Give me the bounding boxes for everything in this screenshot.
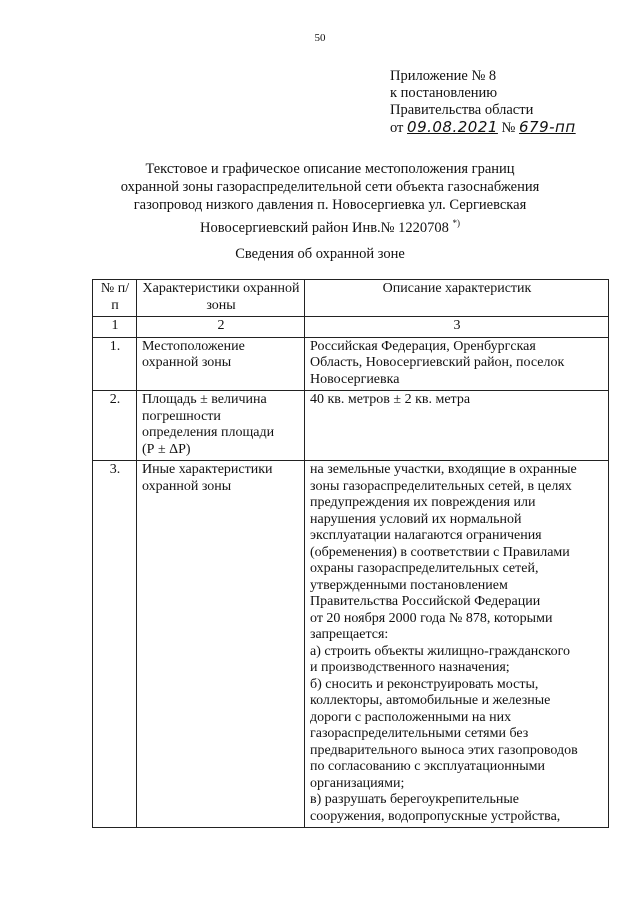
description-line: охраны газораспределительных сетей, — [310, 561, 539, 576]
appendix-block — [390, 68, 576, 137]
handwritten-date: 09.08.2021 — [407, 118, 498, 136]
description-line: Российская Федерация, Оренбургская — [310, 338, 536, 354]
header-cell-number: № п/п — [93, 280, 137, 317]
description-line: организациями; — [310, 775, 405, 791]
column-number: 1 — [93, 317, 137, 338]
description-line: по согласованию с эксплуатационными — [310, 759, 545, 774]
number-label: № — [501, 120, 516, 136]
name-line: погрешности — [142, 408, 221, 424]
description-line: Область, Новосергиевский район, поселок — [310, 355, 565, 370]
row-number: 3. — [93, 461, 137, 828]
description-line: и производственного назначения; — [310, 660, 510, 675]
title-line: газопровод низкого давления п. Новосергиевка ул. Сергиевская — [133, 197, 527, 213]
description-line: предупреждения их повреждения или — [310, 495, 536, 510]
title-line — [100, 214, 560, 237]
table-row — [93, 461, 609, 828]
column-number: 3 — [305, 317, 609, 338]
name-line: определения площади — [142, 425, 275, 440]
title-line: охранной зоны газораспределительной сети объекта газоснабжения — [120, 179, 540, 195]
description-line: зоны газораспределительных сетей, в целях — [310, 478, 572, 494]
name-line: (Р ± ΔР) — [142, 441, 191, 457]
description-line: от 20 ноября 2000 года № 878, которыми — [310, 610, 553, 626]
table-header-row — [93, 280, 609, 317]
description-line: газораспределительными сетями без — [310, 726, 529, 741]
description-line: нарушения условий их нормальной — [310, 511, 522, 527]
description-line: Правительства Российской Федерации — [310, 594, 541, 609]
row-name: Местоположение охранной зоны — [137, 337, 305, 391]
document-title — [100, 160, 560, 237]
handwritten-number: 679-пп — [519, 118, 576, 136]
footnote-mark: *) — [452, 218, 461, 228]
column-number-row — [93, 317, 609, 338]
column-number: 2 — [137, 317, 305, 338]
description-line: 40 кв. метров ± 2 кв. метра — [310, 392, 471, 407]
description-line: дороги с расположенными на них — [310, 709, 512, 725]
description-line: коллекторы, автомобильные и железные — [310, 693, 551, 708]
description-line: а) строить объекты жилищно-гражданского — [310, 643, 570, 659]
row-description — [305, 461, 609, 828]
row-name — [137, 391, 305, 461]
description-line: (обременения) в соответствии с Правилами — [310, 544, 570, 560]
row-description — [305, 337, 609, 391]
page-number: 50 — [314, 32, 326, 44]
description-line: утвержденными постановлением — [310, 577, 508, 593]
table-row — [93, 391, 609, 461]
appendix-line: Приложение № 8 — [390, 68, 497, 84]
appendix-date-line — [390, 119, 576, 137]
header-cell-description: Описание характеристик — [305, 280, 609, 317]
header-cell-characteristics: Характеристики охранной зоны — [137, 280, 305, 317]
description-line: б) сносить и реконструировать мосты, — [310, 676, 539, 692]
row-number: 1. — [93, 337, 137, 391]
description-line: сооружения, водопропускные устройства, — [310, 808, 561, 824]
row-number: 2. — [93, 391, 137, 461]
description-line: Новосергиевка — [310, 371, 400, 387]
name-line: Площадь ± величина — [142, 392, 267, 407]
title-line-text: Новосергиевский район Инв.№ 1220708 — [199, 219, 449, 236]
description-line: на земельные участки, входящие в охранные — [310, 462, 577, 477]
appendix-line: к постановлению — [390, 85, 498, 101]
section-subtitle: Сведения об охранной зоне — [235, 246, 405, 262]
description-line: запрещается: — [310, 627, 389, 642]
row-name — [137, 461, 305, 828]
from-label: от — [390, 120, 404, 136]
name-line: Иные характеристики — [142, 462, 273, 477]
description-line: эксплуатации налагаются ограничения — [310, 528, 542, 543]
row-description — [305, 391, 609, 461]
zone-table — [92, 279, 609, 828]
description-line: предварительного выноса этих газопроводов — [310, 742, 578, 758]
description-line: в) разрушать берегоукрепительные — [310, 792, 520, 807]
table-row — [93, 337, 609, 391]
name-line: охранной зоны — [142, 478, 232, 494]
title-line: Текстовое и графическое описание местоположения границ — [145, 161, 515, 177]
appendix-line: Правительства области — [390, 102, 534, 118]
